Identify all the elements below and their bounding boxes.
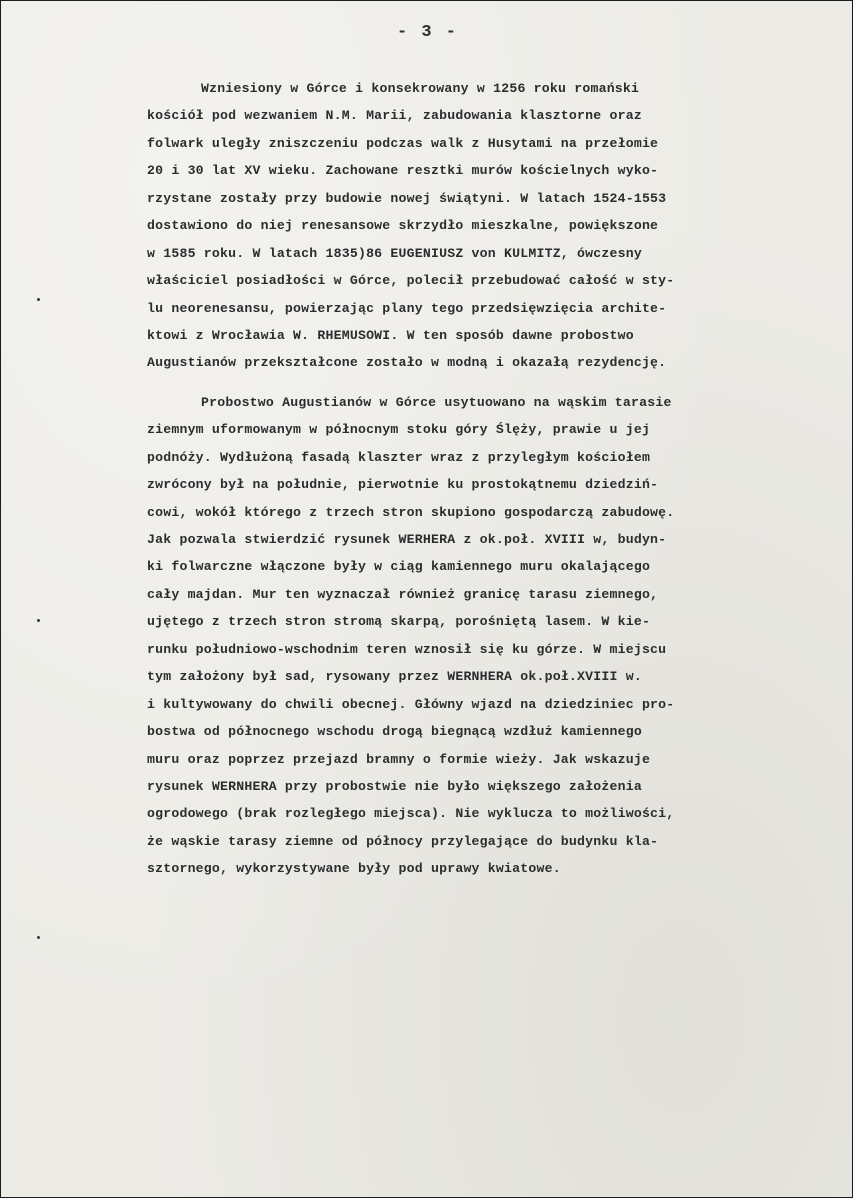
paragraph-1	[147, 75, 847, 377]
body-text	[147, 75, 847, 883]
text-line: ziemnym uformowanym w północnym stoku góry Ślęży, prawie u jej	[147, 422, 651, 438]
text-line: kościół pod wezwaniem N.M. Marii, zabudowania klasztorne oraz	[147, 108, 642, 124]
text-line: bostwa od północnego wschodu drogą biegnącą wzdłuż kamiennego	[147, 724, 642, 740]
text-line: Jak pozwala stwierdzić rysunek WERHERA z ok.poł. XVIII w, budyn-	[147, 532, 667, 547]
text-line: i kultywowany do chwili obecnej. Główny wjazd na dziedziniec pro-	[147, 696, 675, 712]
text-line: folwark uległy zniszczeniu podczas walk z Husytami na przełomie	[147, 135, 659, 151]
text-line: ktowi z Wrocławia W. RHEMUSOWI. W ten sposób dawne probostwo	[147, 327, 634, 343]
text-line: w 1585 roku. W latach 1835)86 EUGENIUSZ von KULMITZ, ówczesny	[147, 245, 642, 261]
text-line: ogrodowego (brak rozległego miejsca). Nie wyklucza to możliwości,	[147, 806, 675, 822]
text-line: ujętego z trzech stron stromą skarpą, porośniętą lasem. W kie-	[147, 614, 651, 630]
text-line: rysunek WERNHERA przy probostwie nie było większego założenia	[147, 778, 642, 794]
text-line: 20 i 30 lat XV wieku. Zachowane resztki murów kościelnych wyko-	[147, 163, 659, 179]
text-line: dostawiono do niej renesansowe skrzydło mieszkalne, powiększone	[147, 218, 659, 234]
text-line: runku południowo-wschodnim teren wznosił się ku górze. W miejscu	[147, 641, 667, 657]
margin-dot	[37, 298, 40, 301]
text-line: ki folwarczne włączone były w ciąg kamiennego muru okalającego	[147, 559, 651, 575]
text-line: zwrócony był na południe, pierwotnie ku prostokątnemu dziedziń-	[147, 477, 659, 493]
text-line: cały majdan. Mur ten wyznaczał również granicę tarasu ziemnego,	[147, 586, 659, 602]
text-line: muru oraz poprzez przejazd bramny o formie wieży. Jak wskazuje	[147, 751, 651, 767]
text-line: lu neorenesansu, powierzając plany tego przedsięwzięcia archite-	[147, 300, 667, 316]
text-line: sztornego, wykorzystywane były pod uprawy kwiatowe.	[147, 861, 561, 877]
text-line: właściciel posiadłości w Górce, polecił przebudować całość w sty-	[147, 273, 675, 289]
text-line: cowi, wokół którego z trzech stron skupiono gospodarczą zabudowę.	[147, 504, 675, 520]
text-line: że wąskie tarasy ziemne od północy przylegające do budynku kla-	[147, 833, 659, 849]
text-line: rzystane zostały przy budowie nowej świątyni. W latach 1524-1553	[147, 190, 667, 206]
text-line: podnóży. Wydłużoną fasadą klaszter wraz z przyległym kościołem	[147, 449, 651, 465]
page-number: - 3 -	[396, 23, 458, 42]
text-line: Probostwo Augustianów w Górce usytuowano na wąskim tarasie	[201, 394, 672, 410]
text-line: tym założony był sad, rysowany przez WERNHERA ok.poł.XVIII w.	[147, 669, 642, 685]
paragraph-2	[147, 389, 847, 883]
margin-dot	[37, 936, 40, 939]
paragraph-gap	[147, 377, 847, 389]
margin-dot	[37, 619, 40, 622]
text-line: Augustianów przekształcone zostało w modną i okazałą rezydencję.	[147, 355, 667, 371]
text-line: Wzniesiony w Górce i konsekrowany w 1256 roku romański	[201, 81, 640, 96]
